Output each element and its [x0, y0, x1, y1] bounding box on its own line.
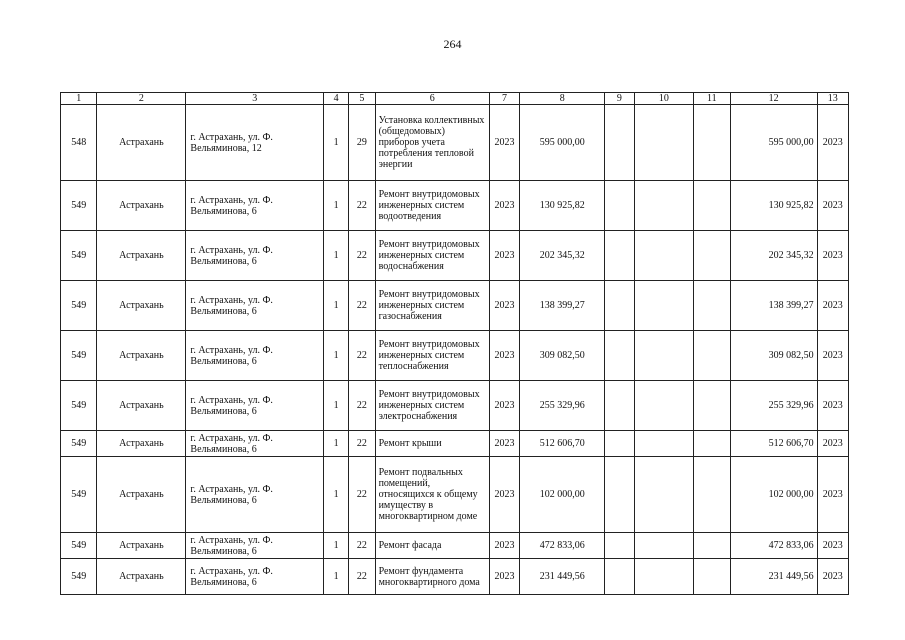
work-type-cell: Ремонт внутридомовых инженерных систем газоснабжения [375, 281, 489, 331]
cost-cell: 138 399,27 [520, 281, 605, 331]
column-header: 3 [186, 93, 324, 105]
column-header: 6 [375, 93, 489, 105]
address-cell: г. Астрахань, ул. Ф. Вельяминова, 6 [186, 559, 324, 595]
year-cell: 2023 [489, 431, 519, 457]
column-9-cell [605, 281, 634, 331]
total-cost-cell: 138 399,27 [730, 281, 817, 331]
row-number-cell: 549 [61, 431, 97, 457]
column-header: 7 [489, 93, 519, 105]
total-cost-cell: 512 606,70 [730, 431, 817, 457]
total-cost-cell: 202 345,32 [730, 231, 817, 281]
address-cell: г. Астрахань, ул. Ф. Вельяминова, 6 [186, 181, 324, 231]
work-type-cell: Установка коллективных (общедомовых) приборов учета потребления тепловой энергии [375, 105, 489, 181]
row-number-cell: 549 [61, 559, 97, 595]
total-cost-cell: 102 000,00 [730, 457, 817, 533]
column-10-cell [634, 381, 694, 431]
year-cell: 2023 [489, 105, 519, 181]
completion-year-cell: 2023 [817, 559, 848, 595]
column-5-cell: 22 [349, 533, 375, 559]
cost-cell: 309 082,50 [520, 331, 605, 381]
city-cell: Астрахань [97, 381, 186, 431]
column-11-cell [694, 105, 730, 181]
column-header: 4 [323, 93, 348, 105]
column-header: 13 [817, 93, 848, 105]
column-9-cell [605, 105, 634, 181]
column-10-cell [634, 431, 694, 457]
capital-repair-table [60, 92, 849, 595]
work-type-cell: Ремонт внутридомовых инженерных систем теплоснабжения [375, 331, 489, 381]
city-cell: Астрахань [97, 281, 186, 331]
work-type-cell: Ремонт внутридомовых инженерных систем водоснабжения [375, 231, 489, 281]
column-4-cell: 1 [323, 533, 348, 559]
column-11-cell [694, 533, 730, 559]
cost-cell: 472 833,06 [520, 533, 605, 559]
completion-year-cell: 2023 [817, 331, 848, 381]
city-cell: Астрахань [97, 331, 186, 381]
work-type-cell: Ремонт фасада [375, 533, 489, 559]
table-row [61, 331, 849, 381]
column-10-cell [634, 105, 694, 181]
cost-cell: 231 449,56 [520, 559, 605, 595]
column-11-cell [694, 281, 730, 331]
address-cell: г. Астрахань, ул. Ф. Вельяминова, 6 [186, 533, 324, 559]
year-cell: 2023 [489, 231, 519, 281]
table-row [61, 533, 849, 559]
address-cell: г. Астрахань, ул. Ф. Вельяминова, 12 [186, 105, 324, 181]
total-cost-cell: 255 329,96 [730, 381, 817, 431]
column-5-cell: 22 [349, 181, 375, 231]
completion-year-cell: 2023 [817, 181, 848, 231]
column-header: 2 [97, 93, 186, 105]
column-11-cell [694, 559, 730, 595]
column-4-cell: 1 [323, 457, 348, 533]
column-9-cell [605, 533, 634, 559]
table-row [61, 105, 849, 181]
work-type-cell: Ремонт подвальных помещений, относящихся к общему имуществу в многоквартирном доме [375, 457, 489, 533]
column-9-cell [605, 381, 634, 431]
column-5-cell: 22 [349, 559, 375, 595]
column-4-cell: 1 [323, 559, 348, 595]
completion-year-cell: 2023 [817, 381, 848, 431]
city-cell: Астрахань [97, 431, 186, 457]
work-type-cell: Ремонт крыши [375, 431, 489, 457]
total-cost-cell: 130 925,82 [730, 181, 817, 231]
cost-cell: 102 000,00 [520, 457, 605, 533]
address-cell: г. Астрахань, ул. Ф. Вельяминова, 6 [186, 281, 324, 331]
completion-year-cell: 2023 [817, 105, 848, 181]
address-cell: г. Астрахань, ул. Ф. Вельяминова, 6 [186, 231, 324, 281]
column-4-cell: 1 [323, 181, 348, 231]
total-cost-cell: 472 833,06 [730, 533, 817, 559]
work-type-cell: Ремонт внутридомовых инженерных систем водоотведения [375, 181, 489, 231]
row-number-cell: 549 [61, 457, 97, 533]
column-10-cell [634, 281, 694, 331]
column-header: 9 [605, 93, 634, 105]
row-number-cell: 549 [61, 181, 97, 231]
table-row [61, 231, 849, 281]
column-5-cell: 22 [349, 457, 375, 533]
cost-cell: 255 329,96 [520, 381, 605, 431]
city-cell: Астрахань [97, 457, 186, 533]
year-cell: 2023 [489, 381, 519, 431]
column-9-cell [605, 181, 634, 231]
completion-year-cell: 2023 [817, 431, 848, 457]
row-number-cell: 549 [61, 231, 97, 281]
page-number: 264 [443, 37, 462, 51]
column-4-cell: 1 [323, 231, 348, 281]
column-header: 5 [349, 93, 375, 105]
row-number-cell: 549 [61, 331, 97, 381]
column-10-cell [634, 181, 694, 231]
column-9-cell [605, 231, 634, 281]
column-header: 10 [634, 93, 694, 105]
city-cell: Астрахань [97, 533, 186, 559]
column-4-cell: 1 [323, 331, 348, 381]
cost-cell: 512 606,70 [520, 431, 605, 457]
column-11-cell [694, 431, 730, 457]
column-5-cell: 22 [349, 281, 375, 331]
column-5-cell: 22 [349, 381, 375, 431]
column-10-cell [634, 457, 694, 533]
column-11-cell [694, 381, 730, 431]
cost-cell: 202 345,32 [520, 231, 605, 281]
year-cell: 2023 [489, 457, 519, 533]
cost-cell: 595 000,00 [520, 105, 605, 181]
table-row [61, 381, 849, 431]
work-type-cell: Ремонт фундамента многоквартирного дома [375, 559, 489, 595]
column-4-cell: 1 [323, 431, 348, 457]
table-row [61, 181, 849, 231]
column-11-cell [694, 331, 730, 381]
total-cost-cell: 309 082,50 [730, 331, 817, 381]
column-10-cell [634, 231, 694, 281]
year-cell: 2023 [489, 181, 519, 231]
year-cell: 2023 [489, 281, 519, 331]
column-10-cell [634, 331, 694, 381]
city-cell: Астрахань [97, 231, 186, 281]
column-5-cell: 29 [349, 105, 375, 181]
row-number-cell: 549 [61, 281, 97, 331]
table-row [61, 431, 849, 457]
row-number-cell: 549 [61, 533, 97, 559]
table-row [61, 559, 849, 595]
column-10-cell [634, 559, 694, 595]
column-9-cell [605, 457, 634, 533]
address-cell: г. Астрахань, ул. Ф. Вельяминова, 6 [186, 381, 324, 431]
year-cell: 2023 [489, 331, 519, 381]
year-cell: 2023 [489, 533, 519, 559]
column-header: 8 [520, 93, 605, 105]
column-9-cell [605, 431, 634, 457]
completion-year-cell: 2023 [817, 457, 848, 533]
column-9-cell [605, 559, 634, 595]
row-number-cell: 548 [61, 105, 97, 181]
city-cell: Астрахань [97, 559, 186, 595]
column-11-cell [694, 457, 730, 533]
completion-year-cell: 2023 [817, 281, 848, 331]
table-row [61, 281, 849, 331]
column-4-cell: 1 [323, 281, 348, 331]
column-11-cell [694, 181, 730, 231]
column-4-cell: 1 [323, 381, 348, 431]
column-4-cell: 1 [323, 105, 348, 181]
column-5-cell: 22 [349, 331, 375, 381]
city-cell: Астрахань [97, 181, 186, 231]
column-9-cell [605, 331, 634, 381]
column-number-row [61, 93, 849, 105]
address-cell: г. Астрахань, ул. Ф. Вельяминова, 6 [186, 457, 324, 533]
cost-cell: 130 925,82 [520, 181, 605, 231]
city-cell: Астрахань [97, 105, 186, 181]
column-header: 1 [61, 93, 97, 105]
work-type-cell: Ремонт внутридомовых инженерных систем электроснабжения [375, 381, 489, 431]
year-cell: 2023 [489, 559, 519, 595]
address-cell: г. Астрахань, ул. Ф. Вельяминова, 6 [186, 331, 324, 381]
column-header: 11 [694, 93, 730, 105]
total-cost-cell: 231 449,56 [730, 559, 817, 595]
column-header: 12 [730, 93, 817, 105]
column-11-cell [694, 231, 730, 281]
column-10-cell [634, 533, 694, 559]
table-row [61, 457, 849, 533]
completion-year-cell: 2023 [817, 533, 848, 559]
total-cost-cell: 595 000,00 [730, 105, 817, 181]
column-5-cell: 22 [349, 431, 375, 457]
row-number-cell: 549 [61, 381, 97, 431]
column-5-cell: 22 [349, 231, 375, 281]
address-cell: г. Астрахань, ул. Ф. Вельяминова, 6 [186, 431, 324, 457]
completion-year-cell: 2023 [817, 231, 848, 281]
